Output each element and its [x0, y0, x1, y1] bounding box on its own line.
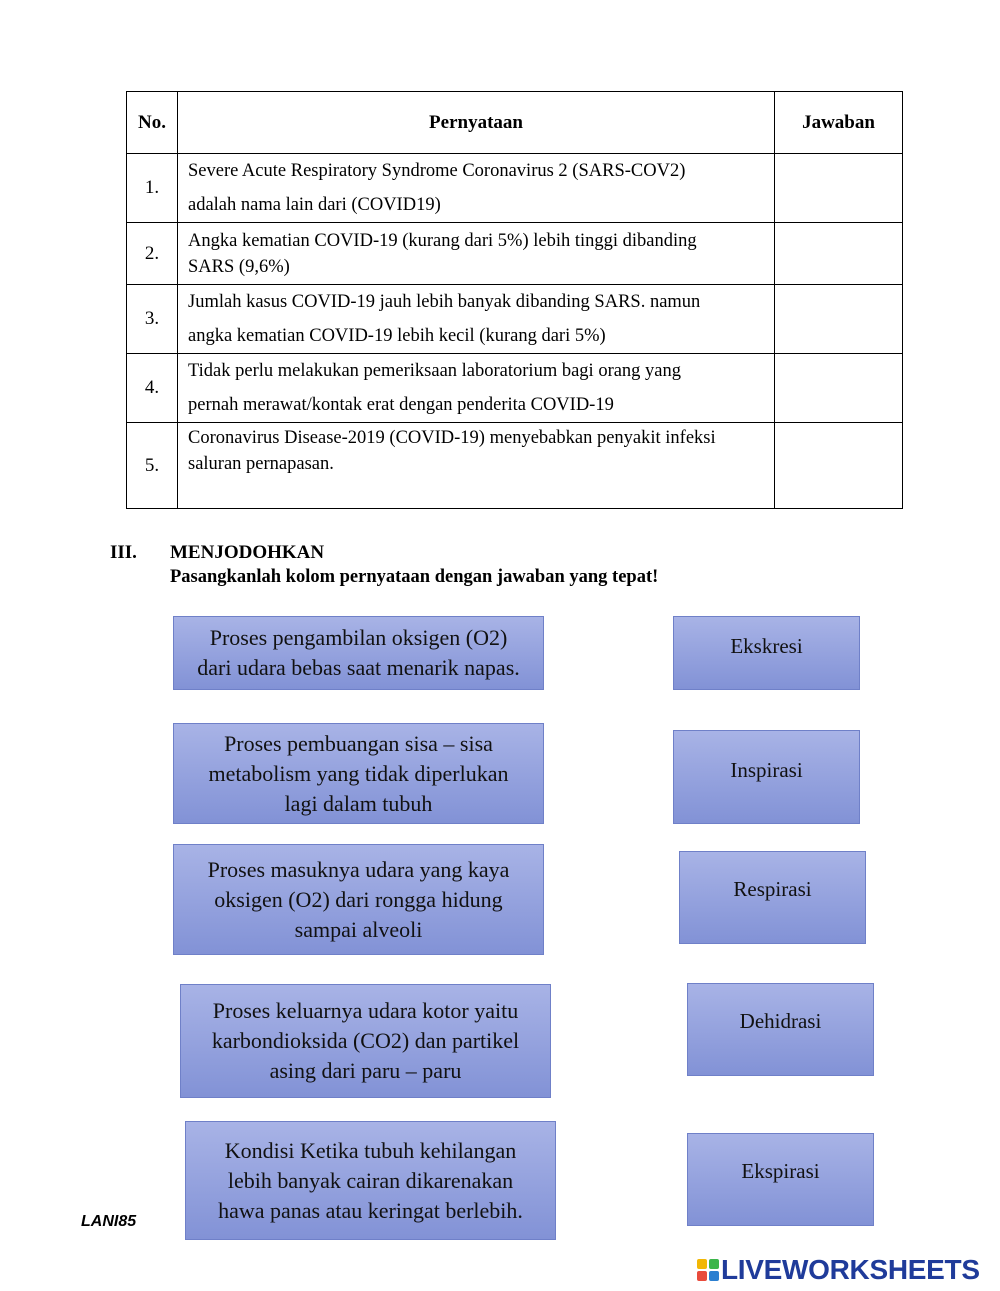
header-no: No.: [127, 92, 178, 154]
statement-line: Proses keluarnya udara kotor yaitu: [212, 998, 519, 1023]
section-number: III.: [110, 542, 137, 563]
answer-cell[interactable]: [775, 154, 903, 223]
match-answer-dehidrasi[interactable]: Dehidrasi: [687, 983, 874, 1076]
answer-input-5[interactable]: [775, 436, 902, 496]
row-statement: [178, 285, 775, 354]
match-statement-1[interactable]: [173, 616, 544, 690]
answer-cell[interactable]: [775, 423, 903, 509]
match-answer-respirasi[interactable]: Respirasi: [679, 851, 866, 944]
statement-line: dari udara bebas saat menarik napas.: [197, 655, 520, 680]
table-header-row: [127, 92, 903, 154]
answer-input-1[interactable]: [775, 158, 902, 218]
row-number: 5.: [127, 423, 178, 509]
match-answer-ekspirasi[interactable]: Ekspirasi: [687, 1133, 874, 1226]
logo-square: [709, 1259, 719, 1269]
match-statement-5[interactable]: [185, 1121, 556, 1240]
statement-line: asing dari paru – paru: [269, 1058, 462, 1083]
header-statement: Pernyataan: [178, 92, 775, 154]
statement-line: pernah merawat/kontak erat dengan penderita COVID-19: [188, 395, 614, 415]
statement-line: oksigen (O2) dari rongga hidung: [214, 886, 503, 912]
author-mark: LANI85: [81, 1213, 137, 1230]
statement-line: karbondioksida (CO2) dan partikel: [211, 1028, 520, 1053]
logo-text: LIVEWORKSHEETS: [721, 1254, 980, 1285]
row-statement: [178, 223, 775, 285]
statement-line: metabolism yang tidak diperlukan: [208, 760, 509, 786]
answer-input-4[interactable]: [775, 358, 902, 418]
statement-line: Proses pengambilan oksigen (O2): [209, 625, 508, 650]
statement-line: Proses pembuangan sisa – sisa: [224, 730, 493, 756]
statement-line: adalah nama lain dari (COVID19): [188, 195, 441, 215]
row-statement: [178, 354, 775, 423]
statement-line: Jumlah kasus COVID-19 jauh lebih banyak dibanding SARS. namun: [188, 292, 701, 312]
match-answer-inspirasi[interactable]: Inspirasi: [673, 730, 860, 824]
statement-line: angka kematian COVID-19 lebih kecil (kurang dari 5%): [188, 326, 606, 346]
statement-line: lagi dalam tubuh: [284, 790, 433, 816]
row-number: 4.: [127, 354, 178, 423]
logo-square: [697, 1259, 707, 1269]
statement-line: SARS (9,6%): [188, 256, 290, 277]
statement-line: sampai alveoli: [294, 916, 423, 942]
row-number: 2.: [127, 223, 178, 285]
row-statement: [178, 423, 775, 509]
section-title: MENJODOHKAN: [170, 542, 325, 563]
statement-line: Angka kematian COVID-19 (kurang dari 5%) lebih tinggi dibanding: [188, 230, 697, 251]
statement-line: Severe Acute Respiratory Syndrome Coronavirus 2 (SARS-COV2): [188, 161, 686, 181]
statement-line: Proses masuknya udara yang kaya: [207, 856, 510, 882]
section-instruction: Pasangkanlah kolom pernyataan dengan jawaban yang tepat!: [170, 567, 659, 587]
table-row: [127, 354, 903, 423]
answer-cell[interactable]: [775, 223, 903, 285]
table-row: [127, 423, 903, 509]
match-statement-4[interactable]: [180, 984, 551, 1098]
logo-squares-icon: [697, 1259, 719, 1281]
statement-line: lebih banyak cairan dikarenakan: [227, 1167, 514, 1193]
table-row: [127, 154, 903, 223]
table-row: [127, 285, 903, 354]
row-statement: [178, 154, 775, 223]
table-row: [127, 223, 903, 285]
match-answer-ekskresi[interactable]: Ekskresi: [673, 616, 860, 690]
true-false-table: [126, 91, 903, 509]
match-statement-2[interactable]: [173, 723, 544, 824]
liveworksheets-logo: [697, 1254, 980, 1286]
statement-line: Tidak perlu melakukan pemeriksaan laboratorium bagi orang yang: [188, 361, 682, 381]
statement-line: hawa panas atau keringat berlebih.: [218, 1197, 523, 1223]
statement-line: saluran pernapasan.: [188, 454, 334, 474]
header-answer: Jawaban: [775, 92, 903, 154]
statement-line: Coronavirus Disease-2019 (COVID-19) menyebabkan penyakit infeksi: [188, 428, 716, 448]
answer-cell[interactable]: [775, 354, 903, 423]
row-number: 1.: [127, 154, 178, 223]
answer-cell[interactable]: [775, 285, 903, 354]
logo-square: [709, 1271, 719, 1281]
row-number: 3.: [127, 285, 178, 354]
answer-input-2[interactable]: [775, 224, 902, 284]
answer-input-3[interactable]: [775, 289, 902, 349]
match-statement-3[interactable]: [173, 844, 544, 955]
logo-square: [697, 1271, 707, 1281]
statement-line: Kondisi Ketika tubuh kehilangan: [224, 1137, 517, 1163]
